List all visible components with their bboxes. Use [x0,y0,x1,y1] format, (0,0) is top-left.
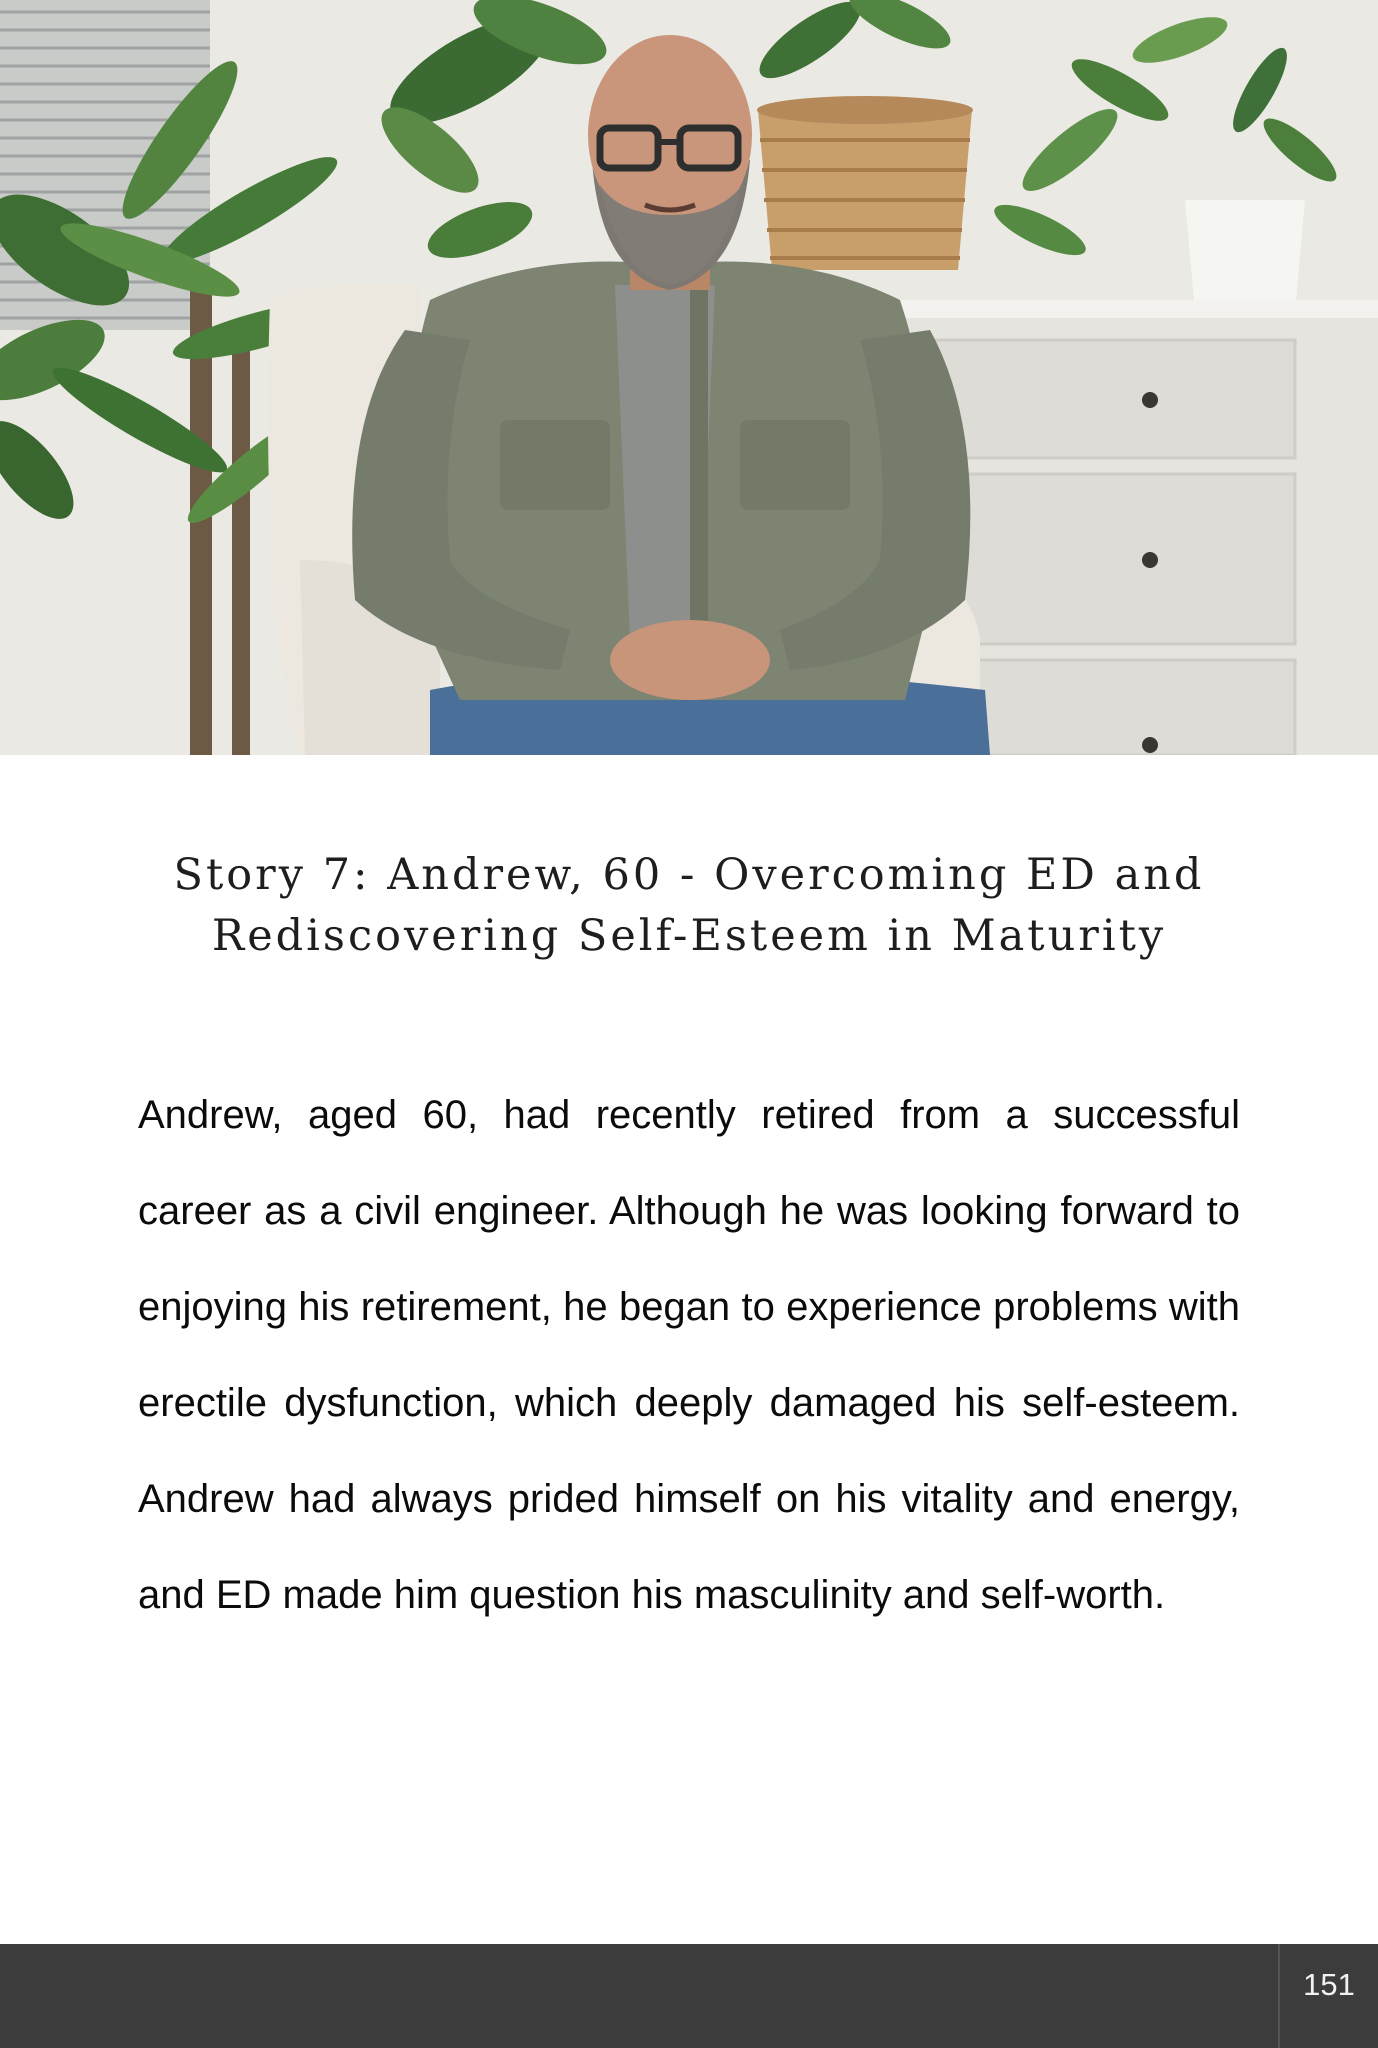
page-number: 151 [1303,1967,1355,2002]
footer-bar [0,1944,1378,2048]
plant-pot [1185,200,1305,300]
story-body: Andrew, aged 60, had recently retired from a successful career as a civil engineer. Although he was looking forward to enjoying his retirement, he began to experience problems with erectile dysfunction, which deeply damaged his self-esteem. Andrew had always prided himself on his vitality and energy, and ED made him question his masculinity and self-worth. [138,1093,1240,1617]
woven-basket [757,96,973,270]
story-title: Story 7: Andrew, 60 - Overcoming ED and Rediscovering Self-Esteem in Maturity [173,850,1205,961]
hero-illustration [0,0,1378,755]
hero-photo [0,0,1378,755]
